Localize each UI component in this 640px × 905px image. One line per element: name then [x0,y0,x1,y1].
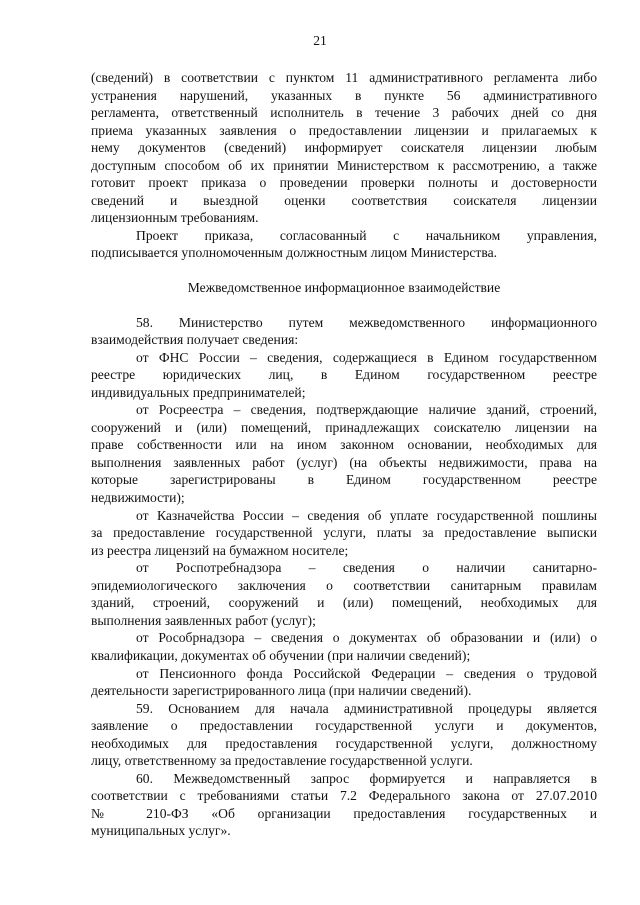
paragraph-continuation [91,69,597,227]
text-line: Проект приказа, согласованный с начальником управления, [136,227,597,243]
text-line: праве собственности или на ином законном основании, необходимых для [91,437,597,453]
text-line: реестре юридических лиц, в Едином государственном реестре [91,367,597,383]
text-line: лицу, ответственному за предоставление государственной услуги. [91,753,473,769]
text-line: от Рособрнадзора – сведения о документах об образовании и (или) о [136,630,597,646]
text-line: взаимодействия получает сведения: [91,332,299,348]
text-line: (сведений) в соответствии с пунктом 11 административного регламента либо [91,70,597,85]
paragraph-58 [91,314,597,349]
text-line: № 210-ФЗ «Об организации предоставления государственных и [91,805,597,821]
text-line: необходимых для предоставления государственной услуги, должностному [91,735,597,751]
text-line: которые зарегистрированы в Едином государственном реестре [91,472,597,488]
document-body [91,69,597,840]
paragraph-rosreestr [91,401,597,506]
text-line: квалификации, документах об обучении (при наличии сведений); [91,647,471,663]
text-line: из реестра лицензий на бумажном носителе; [91,542,349,558]
text-line: деятельности зарегистрированного лица (при наличии сведений). [91,683,472,699]
paragraph-rosobrnadzor [91,629,597,664]
text-line: сведений и выездной оценки соответствия соискателя лицензии [91,192,597,208]
text-line: эпидемиологического заключения о соответствии санитарным правилам [91,577,597,593]
text-line: подписывается уполномоченным должностным лицом Министерства. [91,245,498,261]
paragraph-rospotrebnadzor [91,559,597,629]
text-line: нему документов (сведений) информирует соискателя лицензии любым [91,140,597,156]
text-line: соответствии с требованиями статьи 7.2 Федерального закона от 27.07.2010 [91,788,597,804]
paragraph-60 [91,770,597,840]
paragraph-treasury [91,507,597,560]
paragraph-59 [91,700,597,770]
text-line: муниципальных услуг». [91,823,231,839]
text-line: индивидуальных предпринимателей; [91,384,306,400]
text-line: заявление о предоставлении государственной услуги и документов, [91,718,597,734]
text-line: 58. Министерство путем межведомственного информационного [136,314,597,330]
text-line: выполнения заявленных работ (услуг) (на объекты недвижимости, права на [91,454,597,470]
text-line: от ФНС России – сведения, содержащиеся в Едином государственном [136,349,597,365]
text-line: устранения нарушений, указанных в пункте 56 административного [91,87,597,103]
text-line: за предоставление государственной услуги, платы за предоставление выписки [91,525,597,541]
text-line: лицензионным требованиям. [91,210,259,226]
text-line: сооружений и (или) помещений, принадлежащих соискателю лицензии на [91,419,597,435]
text-line: недвижимости); [91,490,185,506]
text-line: регламента, ответственный исполнитель в течение 3 рабочих дней со дня [91,105,597,121]
text-line: от Росреестра – сведения, подтверждающие наличие зданий, строений, [136,402,597,418]
text-line: от Роспотребнадзора – сведения о наличии санитарно- [136,560,597,576]
text-line: зданий, строений, сооружений и (или) помещений, необходимых для [91,595,597,611]
page-number: 21 [313,33,327,48]
text-line: готовит проект приказа о проведении проверки полноты и достоверности [91,175,597,191]
section-heading: Межведомственное информационное взаимодействие [187,280,501,296]
paragraph-project-order [91,227,597,262]
paragraph-fns [91,349,597,402]
text-line: доступным способом об их принятии Министерством к рассмотрению, а также [91,157,597,173]
text-line: 60. Межведомственный запрос формируется и направляется в [136,770,597,786]
text-line: от Казначейства России – сведения об уплате государственной пошлины [136,507,597,523]
text-line: 59. Основанием для начала административной процедуры является [136,700,597,716]
text-line: от Пенсионного фонда Российской Федерации – сведения о трудовой [136,665,597,681]
paragraph-pension-fund [91,665,597,700]
text-line: приема указанных заявления о предоставлении лицензии и прилагаемых к [91,122,597,138]
text-line: выполнения заявленных работ (услуг); [91,612,316,628]
